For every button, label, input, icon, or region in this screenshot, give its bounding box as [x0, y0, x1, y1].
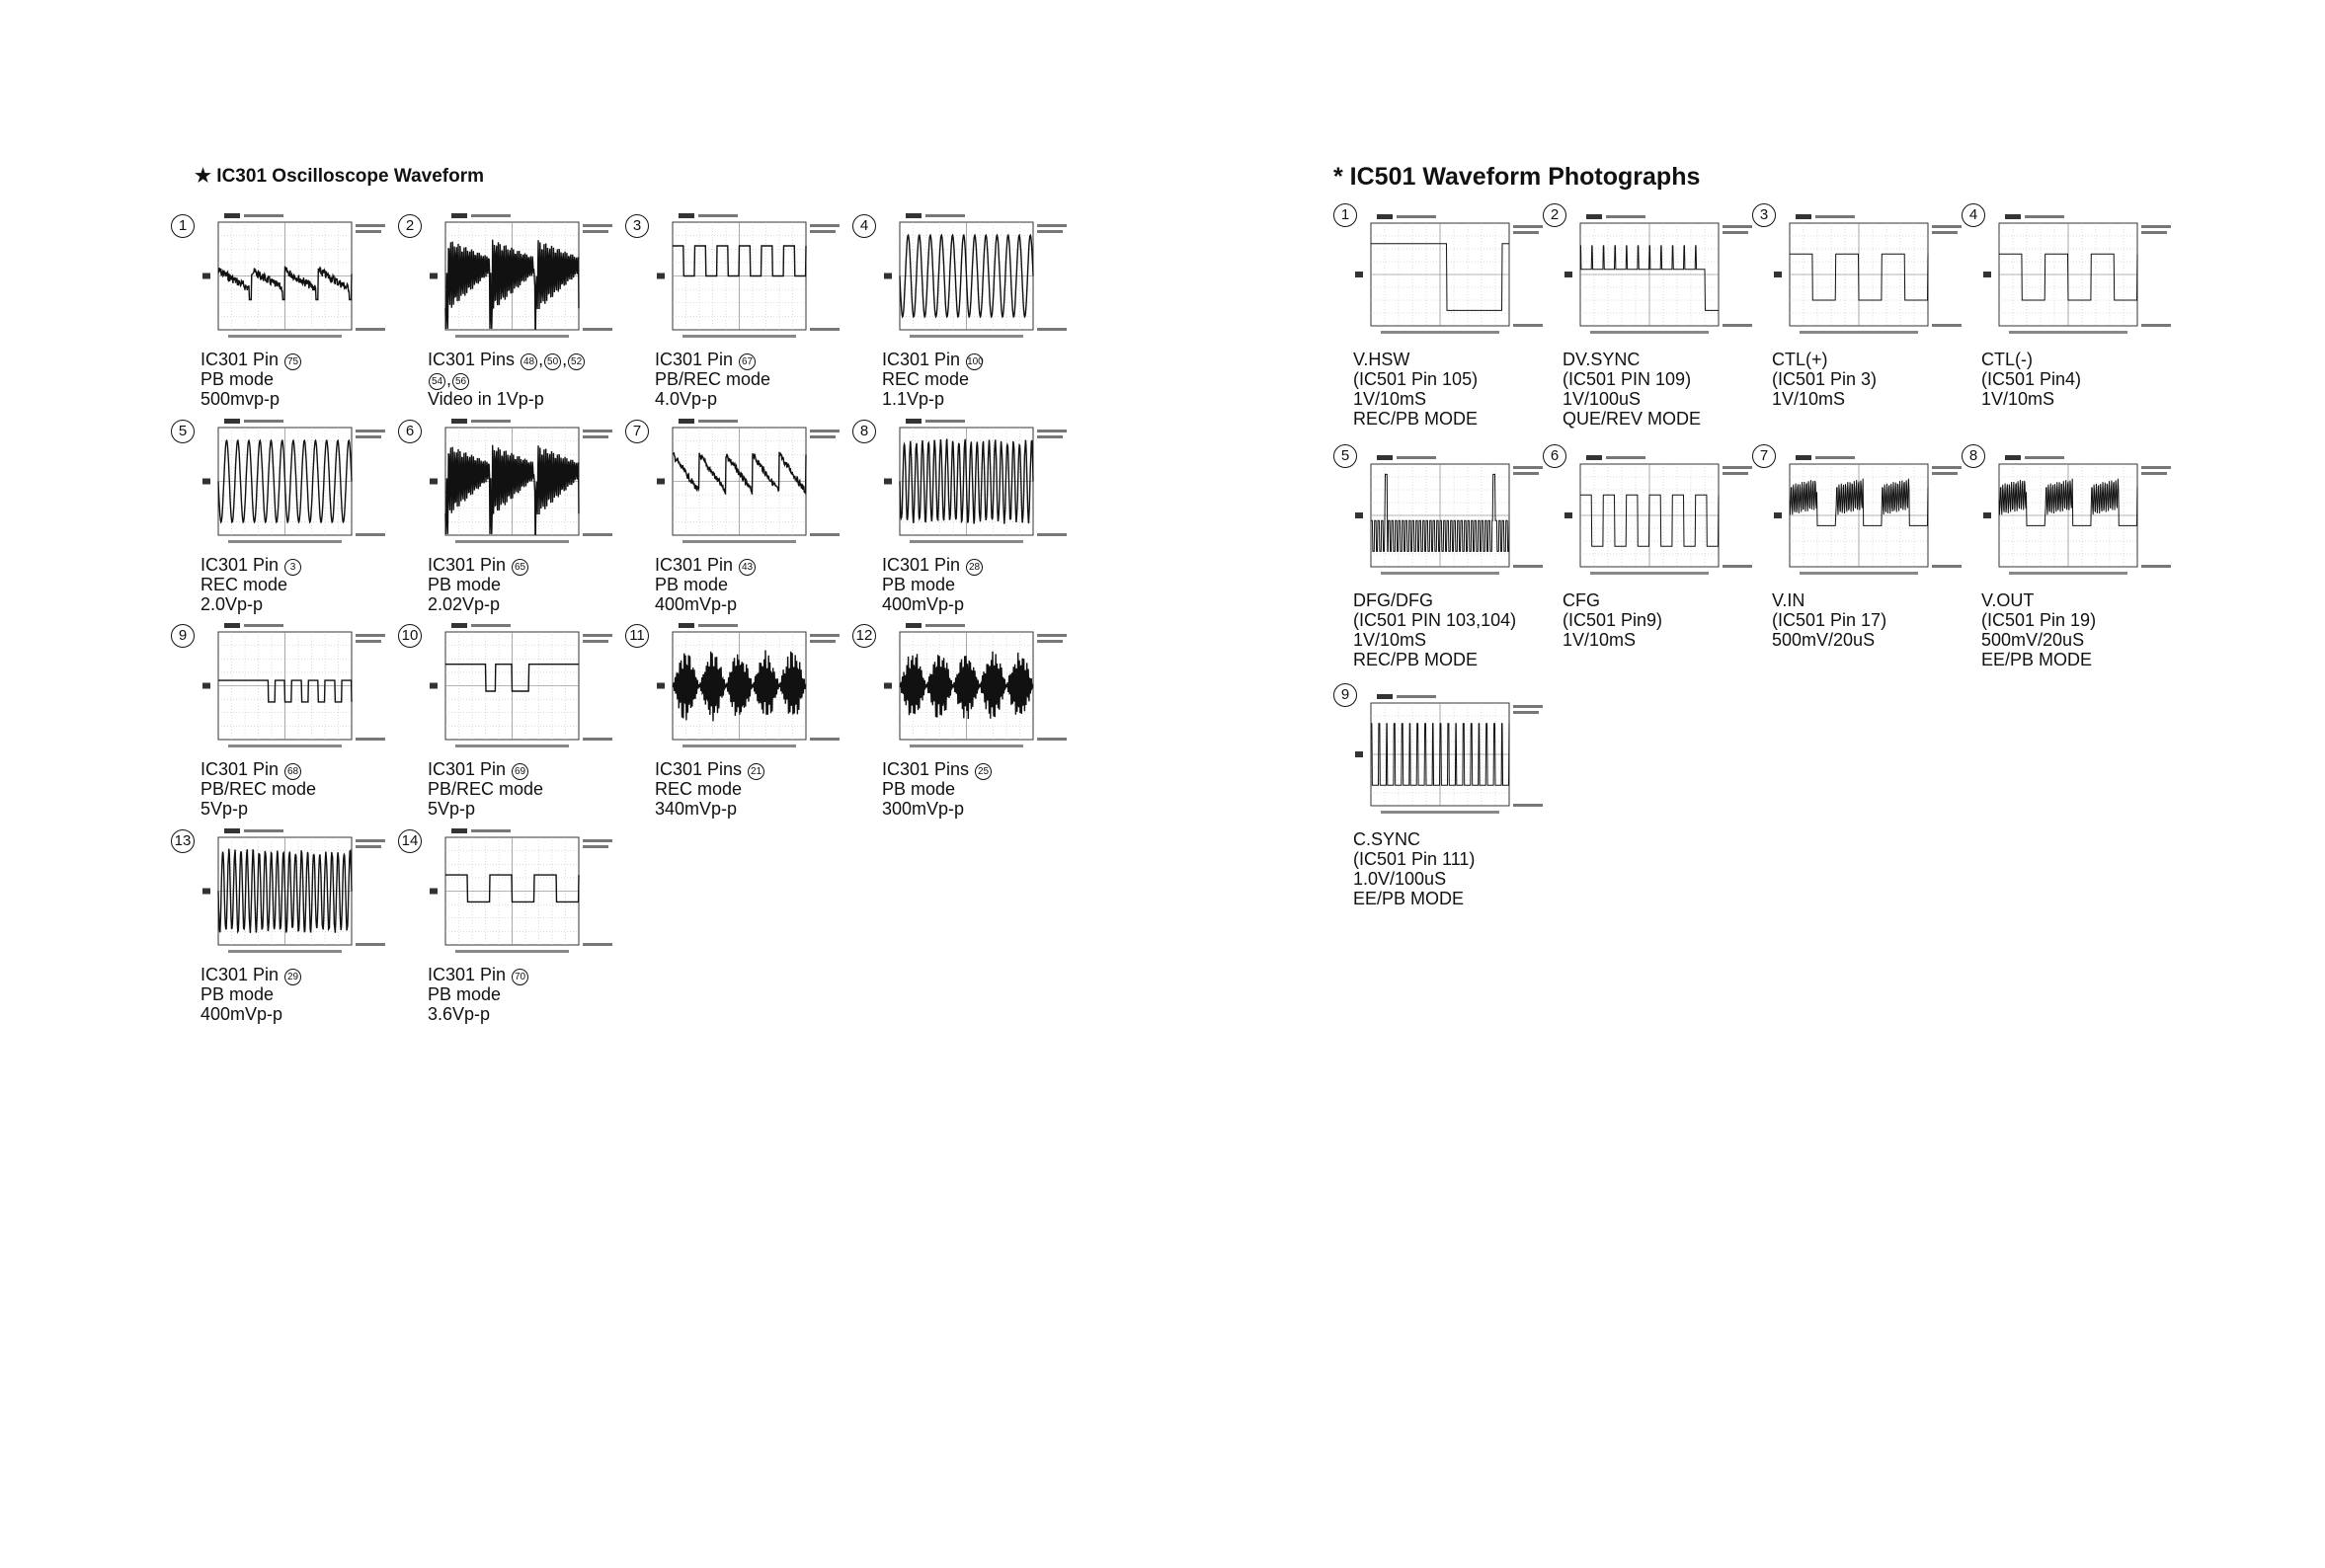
ic301-section-title: ★ IC301 Oscilloscope Waveform: [195, 166, 484, 187]
caption-line: 1V/10mS: [1981, 389, 2055, 409]
caption-line: PB/REC mode: [200, 779, 317, 799]
waveform-photograph: [1981, 213, 2179, 342]
caption-line: [882, 759, 993, 779]
caption-line: Video in 1Vp-p: [428, 389, 544, 409]
waveform-caption: [1772, 350, 1877, 409]
caption-text: IC301 Pin: [882, 350, 966, 369]
caption-line: PB mode: [200, 984, 275, 1004]
caption-line: [882, 555, 984, 575]
waveform-photograph: [1772, 454, 1969, 583]
waveform-plot: [1563, 454, 1760, 583]
waveform-plot: [428, 212, 620, 346]
oscilloscope-screenshot: [428, 212, 620, 346]
item-number-circle: 9: [1333, 683, 1357, 707]
caption-line: 400mVp-p: [882, 594, 965, 614]
caption-text: IC301 Pin: [200, 555, 284, 575]
waveform-plot: [1563, 213, 1760, 342]
oscilloscope-screenshot: [428, 827, 620, 961]
waveform-plot: [882, 212, 1075, 346]
item-number-circle: 11: [625, 624, 649, 648]
caption-line: PB mode: [428, 984, 502, 1004]
caption-line: QUE/REV MODE: [1563, 409, 1702, 429]
caption-text: IC301 Pin: [655, 350, 739, 369]
pin-number-circle: 21: [748, 763, 764, 780]
item-number-circle: 2: [398, 214, 422, 238]
caption-line: REC/PB MODE: [1353, 650, 1479, 669]
caption-line: EE/PB MODE: [1981, 650, 2093, 669]
caption-line: PB mode: [200, 369, 275, 389]
waveform-caption: [428, 555, 529, 614]
pin-number-circle: 43: [739, 559, 756, 576]
caption-line: 1V/10mS: [1353, 630, 1427, 650]
caption-line: (IC501 Pin 105): [1353, 369, 1479, 389]
caption-line: 5Vp-p: [200, 799, 249, 819]
waveform-caption: [428, 965, 529, 1024]
waveform-caption: [200, 350, 302, 409]
waveform-plot: [200, 212, 393, 346]
item-number-circle: 7: [625, 420, 649, 443]
pin-number-circle: 65: [512, 559, 528, 576]
caption-line: 500mV/20uS: [1981, 630, 2085, 650]
caption-line: (IC501 PIN 109): [1563, 369, 1692, 389]
item-number-circle: 5: [171, 420, 195, 443]
caption-line: PB mode: [655, 575, 729, 594]
oscilloscope-screenshot: [200, 827, 393, 961]
waveform-plot: [882, 418, 1075, 551]
caption-line: 500mvp-p: [200, 389, 281, 409]
waveform-plot: [1772, 213, 1969, 342]
waveform-plot: [1772, 454, 1969, 583]
waveform-caption: [428, 759, 543, 819]
caption-line: (IC501 Pin 3): [1772, 369, 1878, 389]
caption-line: [200, 350, 302, 369]
oscilloscope-screenshot: [428, 622, 620, 755]
waveform-plot: [655, 212, 847, 346]
caption-line: [655, 350, 770, 369]
item-number-circle: 6: [398, 420, 422, 443]
caption-line: V.OUT: [1981, 590, 2035, 610]
caption-line: [655, 555, 757, 575]
waveform-photograph: [1772, 213, 1969, 342]
caption-line: 340mVp-p: [655, 799, 738, 819]
waveform-caption: [655, 759, 765, 819]
caption-line: DFG/DFG: [1353, 590, 1433, 610]
waveform-plot: [1353, 213, 1551, 342]
item-number-circle: 5: [1333, 444, 1357, 468]
pin-number-circle: 100: [966, 353, 983, 370]
waveform-photograph: [1563, 454, 1760, 583]
oscilloscope-screenshot: [882, 418, 1075, 551]
caption-line: 400mVp-p: [200, 1004, 283, 1024]
caption-line: 500mV/20uS: [1772, 630, 1876, 650]
oscilloscope-screenshot: [200, 418, 393, 551]
caption-text: ,: [538, 350, 544, 369]
waveform-photograph: [1353, 454, 1551, 583]
caption-text: IC301 Pin: [428, 555, 512, 575]
waveform-plot: [882, 622, 1075, 755]
waveform-plot: [428, 827, 620, 961]
pin-number-circle: 29: [284, 969, 301, 985]
waveform-caption: [200, 555, 302, 614]
caption-text: IC301 Pin: [882, 555, 966, 575]
caption-line: [200, 759, 316, 779]
pin-number-circle: 75: [284, 353, 301, 370]
oscilloscope-screenshot: [655, 418, 847, 551]
waveform-plot: [428, 418, 620, 551]
waveform-caption: [882, 759, 993, 819]
waveform-plot: [1981, 213, 2179, 342]
caption-line: PB mode: [882, 575, 956, 594]
waveform-caption: [1772, 590, 1886, 650]
caption-line: 1V/100uS: [1563, 389, 1642, 409]
waveform-plot: [200, 418, 393, 551]
caption-text: IC301 Pin: [200, 759, 284, 779]
waveform-caption: [882, 350, 984, 409]
caption-line: CFG: [1563, 590, 1600, 610]
waveform-photograph: [1353, 693, 1551, 822]
pin-number-circle: 52: [568, 353, 585, 370]
caption-text: IC301 Pin: [428, 759, 512, 779]
caption-line: [428, 350, 586, 369]
item-number-circle: 9: [171, 624, 195, 648]
item-number-circle: 12: [852, 624, 876, 648]
caption-line: PB/REC mode: [655, 369, 771, 389]
pin-number-circle: 67: [739, 353, 756, 370]
item-number-circle: 3: [625, 214, 649, 238]
pin-number-circle: 56: [452, 373, 469, 390]
pin-number-circle: 25: [975, 763, 992, 780]
caption-text: IC301 Pins: [655, 759, 748, 779]
item-number-circle: 6: [1543, 444, 1566, 468]
waveform-photograph: [1981, 454, 2179, 583]
item-number-circle: 1: [171, 214, 195, 238]
caption-line: PB mode: [428, 575, 502, 594]
caption-line: 1.0V/100uS: [1353, 869, 1447, 889]
caption-line: 4.0Vp-p: [655, 389, 718, 409]
caption-line: [200, 555, 302, 575]
caption-line: 2.0Vp-p: [200, 594, 264, 614]
oscilloscope-screenshot: [655, 212, 847, 346]
ic501-section-title: * IC501 Waveform Photographs: [1333, 163, 1701, 191]
caption-text: IC301 Pins: [882, 759, 975, 779]
item-number-circle: 3: [1752, 203, 1776, 227]
waveform-caption: [1353, 829, 1475, 908]
caption-line: CTL(+): [1772, 350, 1828, 369]
caption-line: (IC501 Pin4): [1981, 369, 2082, 389]
caption-line: PB/REC mode: [428, 779, 544, 799]
caption-line: [428, 759, 543, 779]
item-number-circle: 10: [398, 624, 422, 648]
pin-number-circle: 3: [284, 559, 301, 576]
caption-line: CTL(-): [1981, 350, 2033, 369]
waveform-caption: [1981, 350, 2081, 409]
oscilloscope-screenshot: [200, 212, 393, 346]
caption-text: ,: [562, 350, 568, 369]
waveform-plot: [655, 622, 847, 755]
caption-line: REC/PB MODE: [1353, 409, 1479, 429]
caption-line: 2.02Vp-p: [428, 594, 501, 614]
item-number-circle: 4: [852, 214, 876, 238]
caption-line: 1V/10mS: [1353, 389, 1427, 409]
caption-line: DV.SYNC: [1563, 350, 1641, 369]
item-number-circle: 1: [1333, 203, 1357, 227]
caption-line: (IC501 Pin 19): [1981, 610, 2097, 630]
caption-line: [428, 555, 529, 575]
caption-text: ,: [446, 369, 452, 389]
caption-line: 3.6Vp-p: [428, 1004, 491, 1024]
waveform-plot: [1981, 454, 2179, 583]
waveform-photograph: [1353, 213, 1551, 342]
caption-line: REC mode: [655, 779, 743, 799]
oscilloscope-screenshot: [882, 212, 1075, 346]
pin-number-circle: 54: [429, 373, 445, 390]
caption-line: PB mode: [882, 779, 956, 799]
item-number-circle: 13: [171, 829, 195, 853]
caption-line: [200, 965, 302, 984]
waveform-photograph: [1563, 213, 1760, 342]
caption-line: REC mode: [882, 369, 970, 389]
caption-text: IC301 Pin: [200, 965, 284, 984]
item-number-circle: 7: [1752, 444, 1776, 468]
waveform-caption: [882, 555, 984, 614]
caption-line: 1.1Vp-p: [882, 389, 945, 409]
item-number-circle: 2: [1543, 203, 1566, 227]
caption-line: V.HSW: [1353, 350, 1410, 369]
waveform-plot: [655, 418, 847, 551]
pin-number-circle: 50: [544, 353, 561, 370]
waveform-plot: [1353, 454, 1551, 583]
item-number-circle: 8: [852, 420, 876, 443]
pin-number-circle: 48: [521, 353, 537, 370]
oscilloscope-screenshot: [882, 622, 1075, 755]
pin-number-circle: 69: [512, 763, 528, 780]
waveform-caption: [1563, 350, 1701, 429]
caption-text: IC301 Pins: [428, 350, 521, 369]
caption-text: IC301 Pin: [428, 965, 512, 984]
caption-line: (IC501 Pin 111): [1353, 849, 1476, 869]
caption-line: REC mode: [200, 575, 288, 594]
oscilloscope-screenshot: [200, 622, 393, 755]
caption-line: 300mVp-p: [882, 799, 965, 819]
caption-line: [655, 759, 765, 779]
caption-line: 400mVp-p: [655, 594, 738, 614]
waveform-caption: [1563, 590, 1662, 650]
waveform-plot: [428, 622, 620, 755]
caption-line: (IC501 Pin 17): [1772, 610, 1887, 630]
caption-line: C.SYNC: [1353, 829, 1421, 849]
waveform-plot: [200, 827, 393, 961]
caption-line: [428, 369, 586, 389]
caption-text: IC301 Pin: [655, 555, 739, 575]
caption-line: 1V/10mS: [1563, 630, 1637, 650]
waveform-caption: [1353, 350, 1478, 429]
oscilloscope-screenshot: [428, 418, 620, 551]
pin-number-circle: 28: [966, 559, 983, 576]
caption-line: V.IN: [1772, 590, 1805, 610]
pin-number-circle: 70: [512, 969, 528, 985]
waveform-plot: [200, 622, 393, 755]
waveform-caption: [655, 555, 757, 614]
caption-text: IC301 Pin: [200, 350, 284, 369]
waveform-plot: [1353, 693, 1551, 822]
caption-line: (IC501 Pin9): [1563, 610, 1663, 630]
waveform-caption: [428, 350, 586, 409]
caption-line: [882, 350, 984, 369]
caption-line: [428, 965, 529, 984]
waveform-caption: [200, 965, 302, 1024]
caption-line: (IC501 PIN 103,104): [1353, 610, 1517, 630]
waveform-caption: [655, 350, 770, 409]
caption-line: 5Vp-p: [428, 799, 476, 819]
caption-line: EE/PB MODE: [1353, 889, 1465, 908]
waveform-caption: [200, 759, 316, 819]
caption-line: 1V/10mS: [1772, 389, 1846, 409]
oscilloscope-screenshot: [655, 622, 847, 755]
waveform-caption: [1981, 590, 2096, 669]
item-number-circle: 14: [398, 829, 422, 853]
waveform-caption: [1353, 590, 1516, 669]
item-number-circle: 8: [1962, 444, 1985, 468]
pin-number-circle: 68: [284, 763, 301, 780]
item-number-circle: 4: [1962, 203, 1985, 227]
